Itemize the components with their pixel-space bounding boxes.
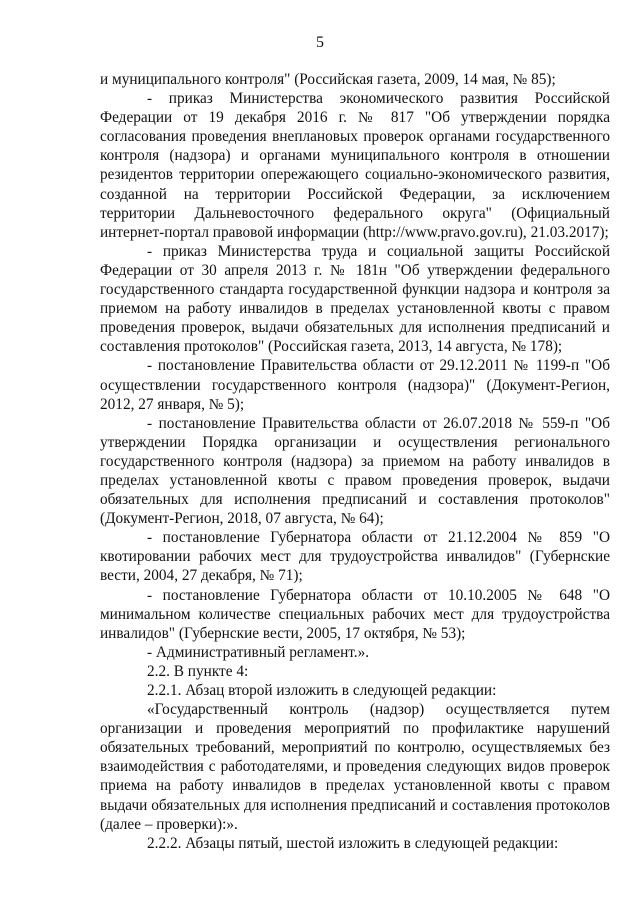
document-body xyxy=(100,70,610,853)
paragraph-continuation: и муниципального контроля" (Российская газета, 2009, 14 мая, № 85); xyxy=(100,71,556,88)
paragraph-resolution-governor-2004: - постановление Губернатора области от 21.12.2004 № 859 "О квотировании рабочих мест для трудоустройства инвалидов" (Губернские вести, 2004, 27 декабря, № 71); xyxy=(100,529,610,585)
page-number: 5 xyxy=(316,34,324,51)
paragraph-section-2-2-1: 2.2.1. Абзац второй изложить в следующей редакции: xyxy=(147,682,497,699)
paragraph-administrative-regulation: - Административный регламент.». xyxy=(147,643,370,661)
paragraph-order-ministry-economic-development: - приказ Министерства экономического развития Российской Федерации от 19 декабря 2016 г. № 817 "Об утверждении порядка согласования проведения внеплановых проверок органами государственного контроля (надзора) и органами муниципального контроля в отношении резидентов территории опережающего социально-экономического развития, созданной на территории Российской Федерации, за исключением территории Дальневосточного федерального округа" (Официальный интернет-портал правовой информации (http://www.pravo.gov.ru), 21.03.2017); xyxy=(100,90,610,241)
paragraph-section-2-2: 2.2. В пункте 4: xyxy=(147,662,249,680)
paragraph-resolution-government-2011: - постановление Правительства области от 29.12.2011 № 1199-п "Об осуществлении государственного контроля (надзора)" (Документ-Регион, 2012, 27 января, № 5); xyxy=(100,357,610,413)
paragraph-resolution-governor-2005: - постановление Губернатора области от 10.10.2005 № 648 "О минимальном количестве специальных рабочих мест для трудоустройства инвалидов" (Губернские вести, 2005, 17 октября, № 53); xyxy=(100,586,610,642)
paragraph-resolution-government-2018: - постановление Правительства области от 26.07.2018 № 559-п "Об утверждении Порядка организации и осуществления регионального государственного контроля (надзора) за приемом на работу инвалидов в пределах установленной квоты с правом проведения проверок, выдачи обязательных для исполнения предписаний и составления протоколов" (Документ-Регион, 2018, 07 августа, № 64); xyxy=(100,414,610,528)
paragraph-section-2-2-2: 2.2.2. Абзацы пятый, шестой изложить в следующей редакции: xyxy=(147,834,559,852)
paragraph-order-ministry-labor: - приказ Министерства труда и социальной защиты Российской Федерации от 30 апреля 2013 г. № 181н "Об утверждении федерального государственного стандарта государственной функции надзора и контроля за приемом на работу инвалидов в пределах установленной квоты с правом проведения проверок, выдачи обязательных для исполнения предписаний и составления протоколов" (Российская газета, 2013, 14 августа, № 178); xyxy=(100,242,610,356)
paragraph-quoted-state-control: «Государственный контроль (надзор) осуществляется путем организации и проведения мероприятий по профилактике нарушений обязательных требований, мероприятий по контролю, осуществляемых без взаимодействия с работодателями, и проведения следующих видов проверок приема на работу инвалидов в пределах установленной квоты с правом выдачи обязательных для исполнения предписаний и составления протоколов (далее – проверки):». xyxy=(100,701,610,833)
